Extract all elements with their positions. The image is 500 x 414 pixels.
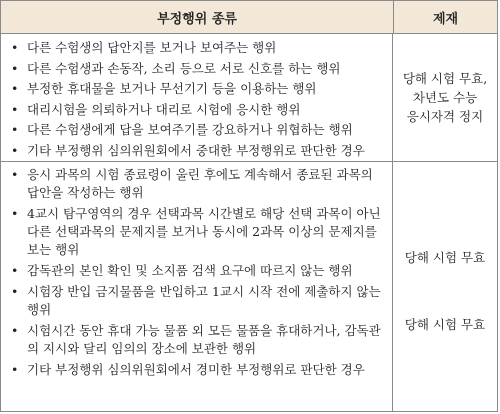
list-item: • 다른 수험생의 답안지를 보거나 보여주는 행위 bbox=[11, 38, 386, 58]
list-item: • 다른 수험생에게 답을 보여주기를 강요하거나 위협하는 행위 bbox=[11, 120, 386, 140]
list-item: • 4교시 탐구영역의 경우 선택과목 시간별로 해당 선택 과목이 아닌 다른 선택과목의 문제지를 보거나 동시에 2과목 이상의 문제지를 보는 행위 bbox=[11, 205, 386, 259]
list-item: • 대리시험을 의뢰하거나 대리로 시험에 응시한 행위 bbox=[11, 100, 386, 120]
sanction-line: 당해 시험 무효 bbox=[404, 317, 486, 332]
header-violation-type: 부정행위 종류 bbox=[1, 1, 394, 33]
table-row bbox=[1, 34, 497, 162]
violation-list-minor bbox=[1, 162, 393, 412]
violation-list-serious bbox=[1, 34, 393, 161]
sanction-serious bbox=[393, 34, 497, 161]
header-sanction: 제재 bbox=[432, 11, 459, 27]
sanction-line: 당해 시험 무효 bbox=[404, 250, 486, 265]
sanction-line: 당해 시험 무효, bbox=[402, 71, 488, 86]
list-item: • 시험장 반입 금지물품을 반입하고 1교시 시작 전에 제출하지 않는 행위 bbox=[11, 283, 386, 319]
list-item: • 응시 과목의 시험 종료령이 울린 후에도 계속해서 종료된 과목의 답안을 작성하는 행위 bbox=[11, 166, 386, 202]
table-row bbox=[1, 162, 497, 412]
list-item: • 기타 부정행위 심의위원회에서 경미한 부정행위로 판단한 경우 bbox=[11, 361, 386, 379]
sanction-line: 차년도 수능 bbox=[412, 90, 478, 105]
list-item: • 기타 부정행위 심의위원회에서 중대한 부정행위로 판단한 경우 bbox=[11, 141, 386, 161]
list-item: • 부정한 휴대물을 보거나 무선기기 등을 이용하는 행위 bbox=[11, 79, 386, 99]
list-item: • 감독관의 본인 확인 및 소지품 검색 요구에 따르지 않는 행위 bbox=[11, 262, 386, 280]
list-item: • 다른 수험생과 손동작, 소리 등으로 서로 신호를 하는 행위 bbox=[11, 59, 386, 79]
sanction-line: 응시자격 정지 bbox=[406, 109, 484, 124]
table-header bbox=[1, 1, 497, 34]
sanction-minor bbox=[393, 162, 497, 412]
list-item: • 시험시간 동안 휴대 가능 물품 외 모든 물품을 휴대하거나, 감독관의 지시와 달리 임의의 장소에 보관한 행위 bbox=[11, 322, 386, 358]
